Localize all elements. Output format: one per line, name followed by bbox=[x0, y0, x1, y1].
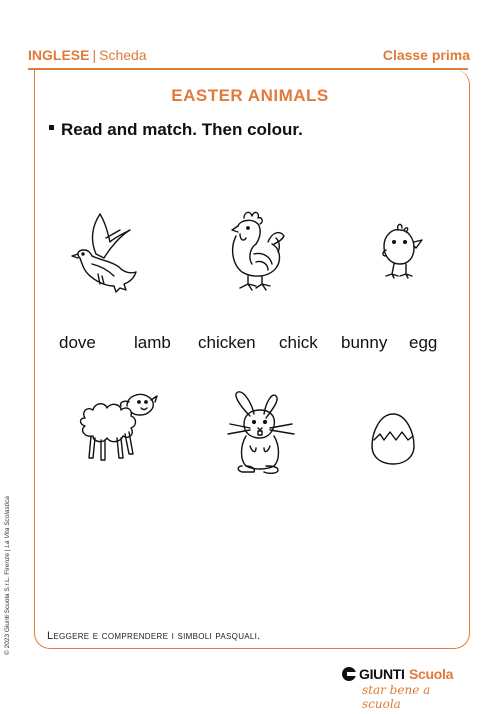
copyright-magazine: La Vita Scolastica bbox=[4, 496, 11, 548]
footer-caption: Leggere e comprendere i simboli pasquali. bbox=[47, 630, 261, 642]
egg-picture[interactable] bbox=[368, 410, 418, 468]
lamb-picture[interactable] bbox=[75, 388, 161, 470]
brand-name-black: GIUNTI bbox=[359, 666, 405, 682]
header-subject bbox=[28, 47, 147, 63]
word-lamb[interactable]: lamb bbox=[134, 333, 171, 352]
copyright-text: © 2023 Giunti Scuola S.r.L. Firenze | bbox=[4, 547, 11, 655]
subject-label: INGLESE bbox=[28, 47, 90, 63]
instruction-text: Read and match. Then colour. bbox=[61, 120, 303, 139]
grade-label: Classe prima bbox=[382, 47, 470, 63]
sheet-type-label: Scheda bbox=[99, 47, 147, 63]
brand-tagline: star bene a scuola bbox=[362, 683, 431, 711]
copyright-note bbox=[4, 496, 11, 655]
chick-picture[interactable] bbox=[378, 222, 424, 284]
instruction bbox=[49, 120, 303, 140]
publisher-logo bbox=[342, 666, 472, 711]
chicken-picture[interactable] bbox=[222, 208, 292, 296]
word-chicken[interactable]: chicken bbox=[198, 333, 256, 352]
worksheet-frame bbox=[34, 69, 470, 649]
bullet-icon bbox=[49, 125, 54, 130]
brand-name-orange: Scuola bbox=[409, 666, 454, 682]
word-egg[interactable]: egg bbox=[409, 333, 438, 352]
giunti-logo-icon bbox=[342, 667, 356, 681]
word-chick[interactable]: chick bbox=[279, 333, 318, 352]
word-bunny[interactable]: bunny bbox=[341, 333, 388, 352]
worksheet-title: EASTER ANIMALS bbox=[171, 86, 329, 105]
header-separator: | bbox=[92, 47, 97, 63]
word-dove[interactable]: dove bbox=[59, 333, 96, 352]
bunny-picture[interactable] bbox=[220, 388, 298, 474]
dove-picture[interactable] bbox=[70, 208, 142, 298]
